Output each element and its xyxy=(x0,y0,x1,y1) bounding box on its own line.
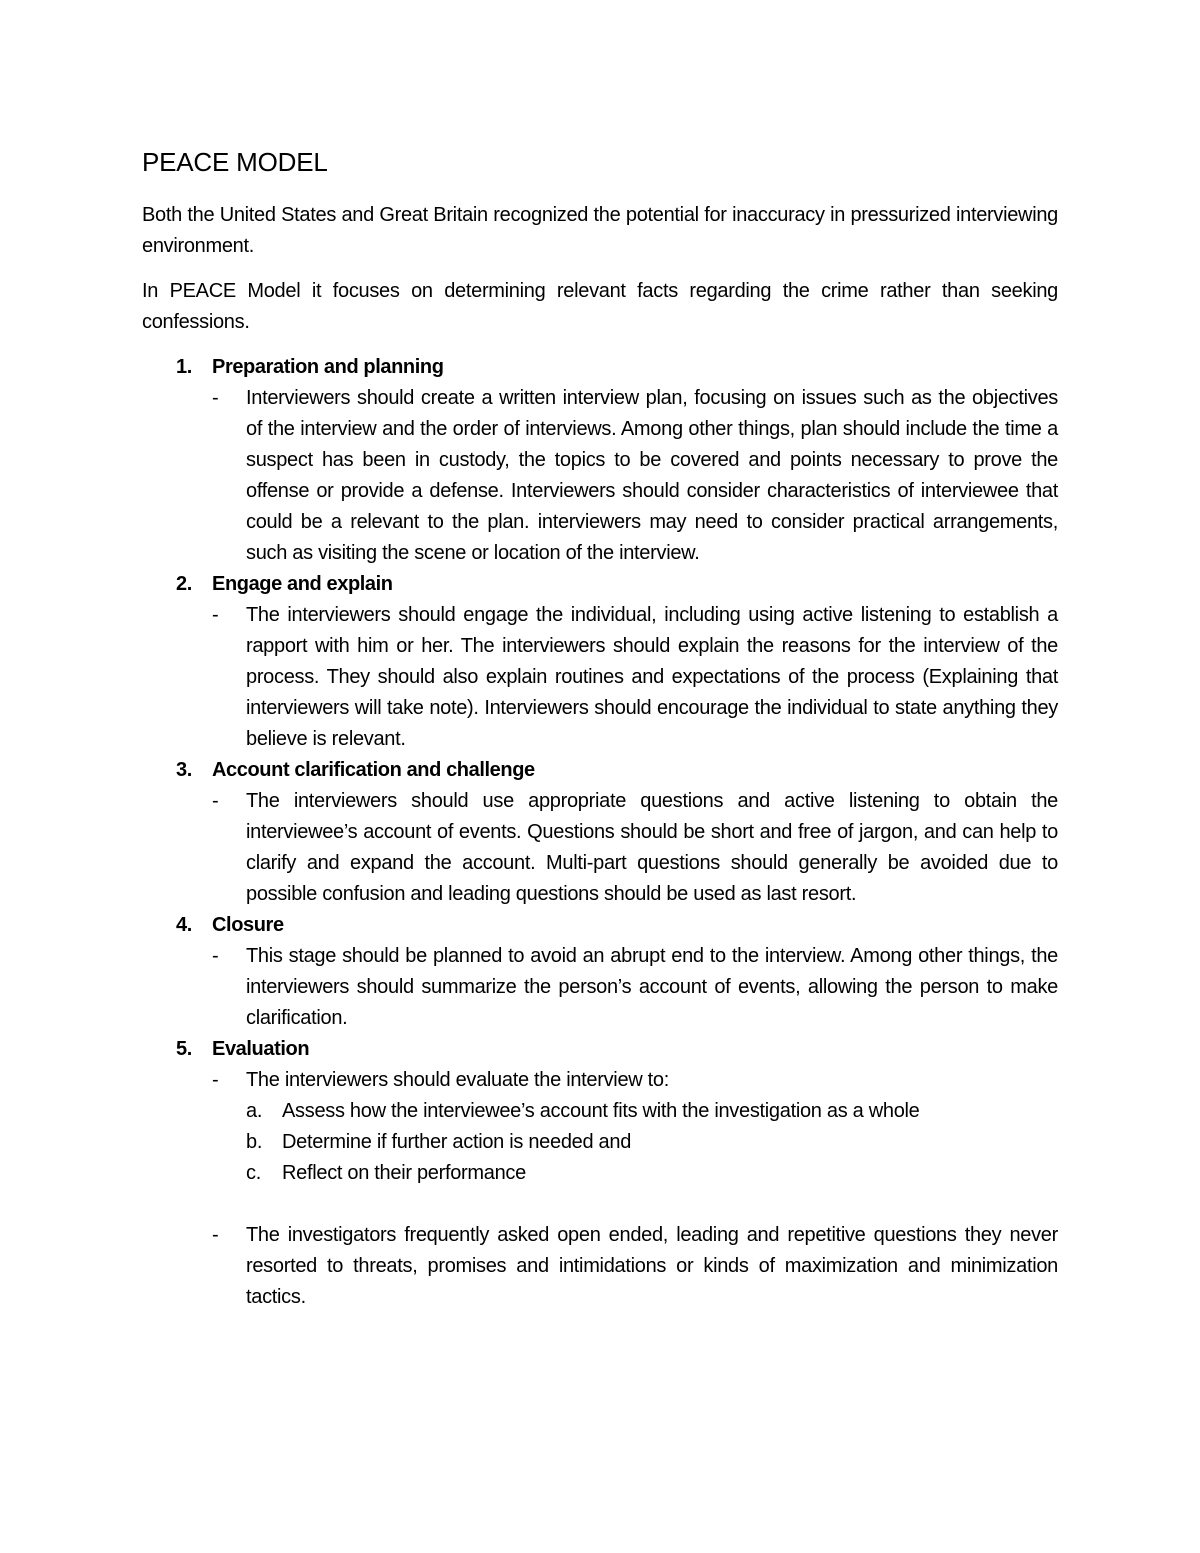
focus-paragraph: In PEACE Model it focuses on determining relevant facts regarding the crime rather than seeking confessions. xyxy=(142,280,1058,333)
evaluation-sub-list xyxy=(212,1096,1058,1189)
step-heading-text: Preparation and planning xyxy=(212,356,444,378)
step-heading-text: Engage and explain xyxy=(212,573,393,595)
step-closure xyxy=(142,910,1058,1034)
sub-item-text: Determine if further action is needed and xyxy=(282,1131,632,1153)
sub-list-item xyxy=(246,1127,1058,1158)
step-heading-text: Closure xyxy=(212,914,284,936)
closing-bullet-text: The investigators frequently asked open ended, leading and repetitive questions they never resorted to threats, promises and intimidations or kinds of maximization and minimization tactics. xyxy=(246,1224,1058,1308)
document-title: PEACE MODEL xyxy=(142,147,328,177)
step-bullet-text: The interviewers should evaluate the interview to: xyxy=(246,1069,670,1091)
step-bullet-text: The interviewers should engage the individual, including using active listening to establish a rapport with him or her. The interviewers should explain the reasons for the interview of the process. They should also explain routines and expectations of the process (Explaining that interviewers will take note). Interviewers should encourage the individual to state anything they believe is relevant. xyxy=(246,604,1058,750)
step-heading xyxy=(176,1034,1058,1065)
dash-marker: - xyxy=(212,1224,219,1246)
step-heading xyxy=(176,352,1058,383)
step-bullet xyxy=(212,786,1058,910)
step-heading xyxy=(176,910,1058,941)
dash-marker: - xyxy=(212,604,219,626)
step-bullet-text: This stage should be planned to avoid an abrupt end to the interview. Among other things, the interviewers should summarize the person’s account of events, allowing the person to make clarification. xyxy=(246,945,1058,1029)
step-heading xyxy=(176,569,1058,600)
step-number: 4. xyxy=(176,914,192,936)
step-bullet xyxy=(212,1065,1058,1096)
step-number: 5. xyxy=(176,1038,192,1060)
step-account xyxy=(142,755,1058,910)
closing-bullet xyxy=(212,1220,1058,1313)
dash-marker: - xyxy=(212,945,219,967)
sub-letter: a. xyxy=(246,1100,263,1122)
dash-marker: - xyxy=(212,1069,219,1091)
blank-line xyxy=(212,1189,1058,1220)
step-bullet xyxy=(212,600,1058,755)
step-heading xyxy=(176,755,1058,786)
step-bullet xyxy=(212,941,1058,1034)
step-engage xyxy=(142,569,1058,755)
sub-list-item xyxy=(246,1096,1058,1127)
dash-marker: - xyxy=(212,790,219,812)
sub-letter: c. xyxy=(246,1162,261,1184)
step-heading-text: Account clarification and challenge xyxy=(212,759,535,781)
step-preparation xyxy=(142,352,1058,569)
step-number: 1. xyxy=(176,356,192,378)
dash-marker: - xyxy=(212,387,219,409)
sub-list-item xyxy=(246,1158,1058,1189)
sub-item-text: Assess how the interviewee’s account fits with the investigation as a whole xyxy=(282,1100,920,1122)
step-bullet-text: The interviewers should use appropriate questions and active listening to obtain the interviewee’s account of events. Questions should be short and free of jargon, and can help to clarify and expand the account. Multi-part questions should generally be avoided due to possible confusion and leading questions should be used as last resort. xyxy=(246,790,1058,905)
sub-letter: b. xyxy=(246,1131,263,1153)
step-bullet-text: Interviewers should create a written interview plan, focusing on issues such as the objectives of the interview and the order of interviews. Among other things, plan should include the time a suspect has been in custody, the topics to be covered and points necessary to prove the offense or provide a defense. Interviewers should consider characteristics of interviewee that could be a relevant to the plan. interviewers may need to consider practical arrangements, such as visiting the scene or location of the interview. xyxy=(246,387,1058,564)
intro-paragraph: Both the United States and Great Britain recognized the potential for inaccuracy in pressurized interviewing environment. xyxy=(142,204,1058,257)
step-bullet xyxy=(212,383,1058,569)
sub-item-text: Reflect on their performance xyxy=(282,1162,526,1184)
step-number: 3. xyxy=(176,759,192,781)
step-number: 2. xyxy=(176,573,192,595)
step-evaluation xyxy=(142,1034,1058,1313)
peace-steps-list xyxy=(142,352,1058,1313)
step-heading-text: Evaluation xyxy=(212,1038,310,1060)
